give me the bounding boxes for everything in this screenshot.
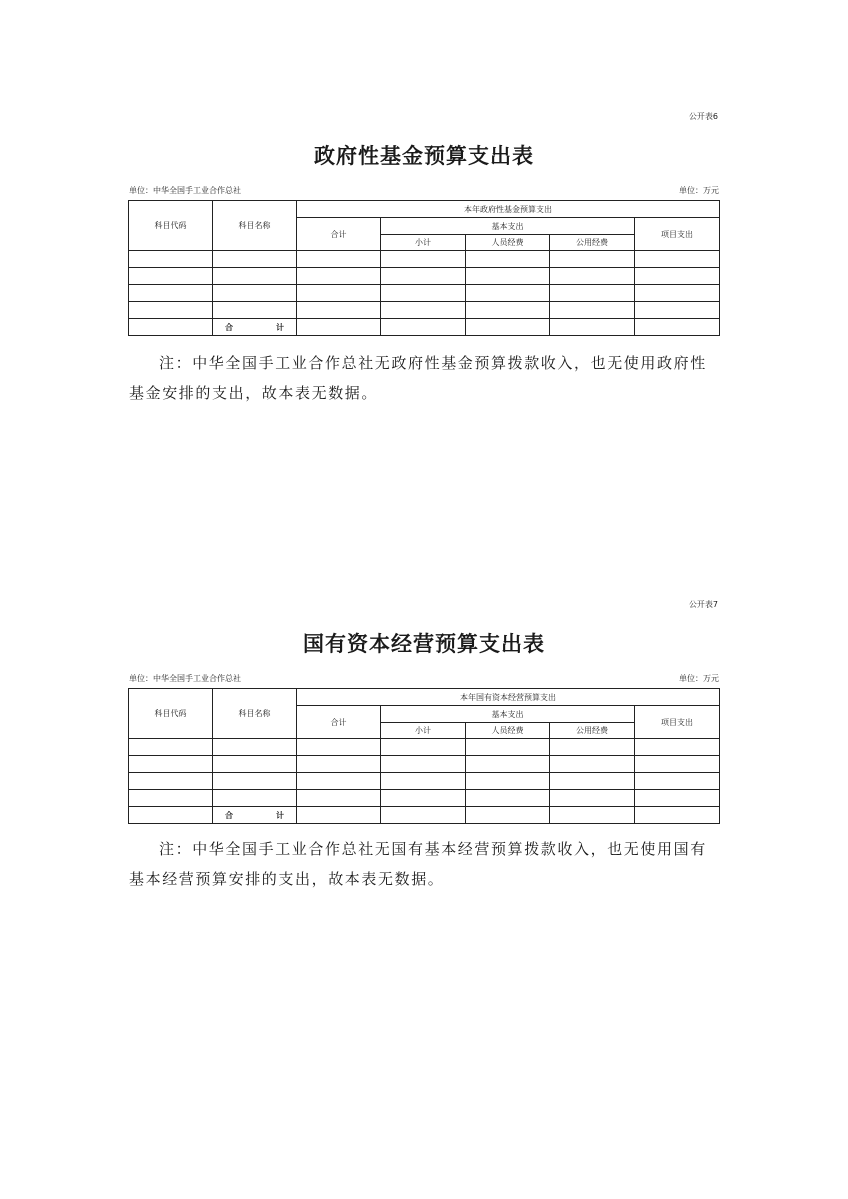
header-total: 合计 (297, 218, 381, 251)
header-basic: 基本支出 (381, 706, 635, 723)
table-row (129, 302, 720, 319)
total-label-right: 计 (276, 810, 284, 820)
header-name: 科目名称 (213, 201, 297, 251)
table-row (129, 251, 720, 268)
unit-organization: 单位：中华全国手工业合作总社 (129, 186, 241, 195)
header-project: 项目支出 (635, 218, 720, 251)
table-row (129, 773, 720, 790)
form-number: 公开表6 (688, 112, 718, 121)
total-label (213, 319, 297, 336)
table-row (129, 756, 720, 773)
header-group: 本年政府性基金预算支出 (297, 201, 720, 218)
total-label-right: 计 (276, 322, 284, 332)
table-note: 注：中华全国手工业合作总社无国有基本经营预算拨款收入，也无使用国有基本经营预算安排的支出，故本表无数据。 (129, 840, 707, 888)
table-title: 国有资本经营预算支出表 (303, 631, 545, 656)
unit-currency: 单位：万元 (679, 186, 719, 195)
unit-currency: 单位：万元 (679, 674, 719, 683)
total-row (129, 319, 720, 336)
header-code: 科目代码 (129, 201, 213, 251)
table-title: 政府性基金预算支出表 (314, 143, 534, 168)
header-total: 合计 (297, 706, 381, 739)
unit-organization: 单位：中华全国手工业合作总社 (129, 674, 241, 683)
table-row (129, 739, 720, 756)
form-number: 公开表7 (688, 600, 718, 609)
table-note: 注：中华全国手工业合作总社无政府性基金预算拨款收入，也无使用政府性基金安排的支出，故本表无数据。 (129, 354, 707, 402)
header-public: 公用经费 (550, 723, 635, 739)
table-row (129, 790, 720, 807)
header-subtotal: 小计 (381, 235, 466, 251)
table-row (129, 268, 720, 285)
header-public: 公用经费 (550, 235, 635, 251)
header-subtotal: 小计 (381, 723, 466, 739)
header-name: 科目名称 (213, 689, 297, 739)
budget-table (128, 688, 720, 824)
table-row (129, 285, 720, 302)
total-label (213, 807, 297, 824)
total-label-left: 合 (225, 322, 233, 332)
header-personnel: 人员经费 (466, 235, 550, 251)
header-personnel: 人员经费 (466, 723, 550, 739)
header-group: 本年国有资本经营预算支出 (297, 689, 720, 706)
header-project: 项目支出 (635, 706, 720, 739)
header-code: 科目代码 (129, 689, 213, 739)
total-label-left: 合 (225, 810, 233, 820)
budget-table (128, 200, 720, 336)
header-basic: 基本支出 (381, 218, 635, 235)
total-row (129, 807, 720, 824)
